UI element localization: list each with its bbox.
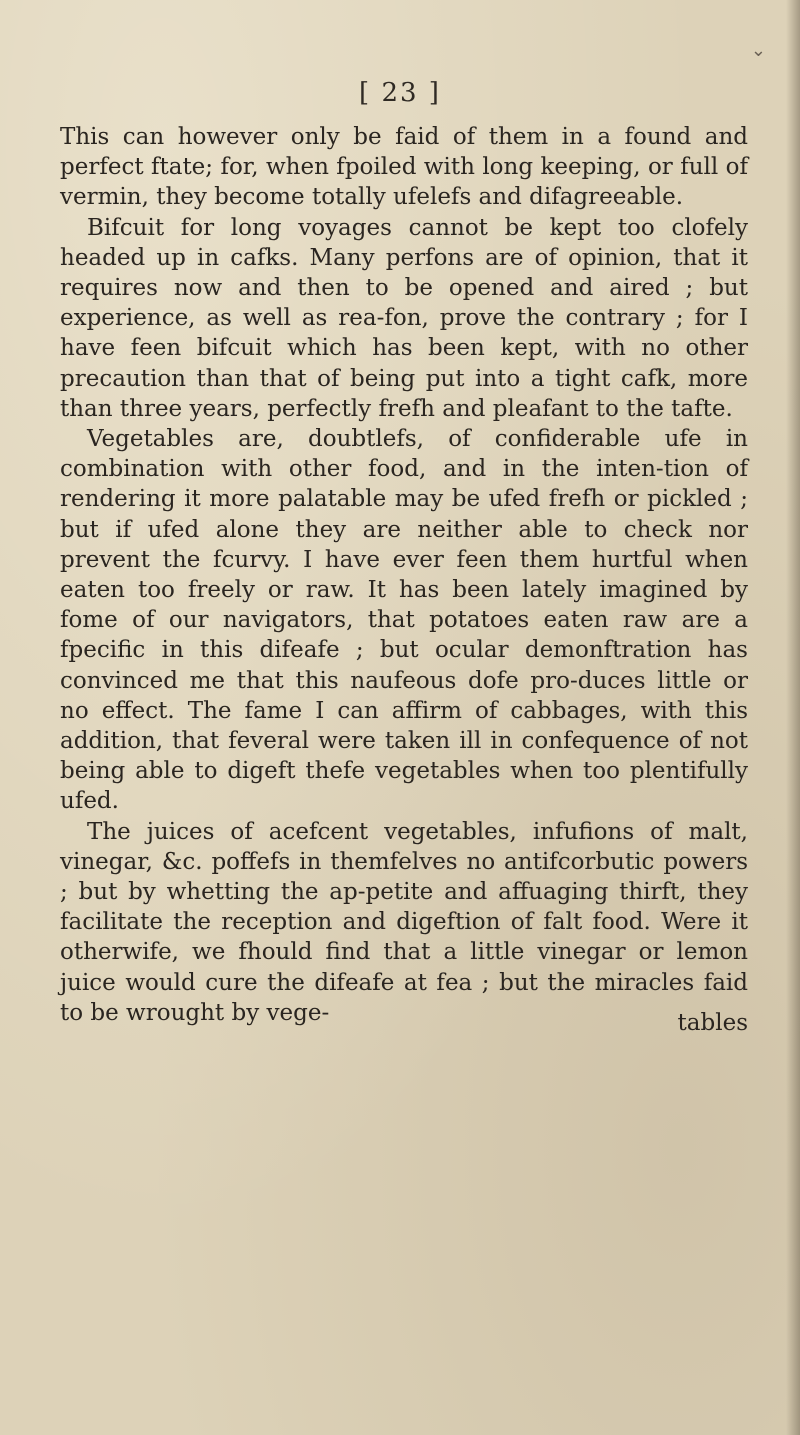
body-text [60, 122, 748, 1028]
page-number-header: [ 23 ] [359, 78, 441, 108]
page-corner-mark: ⌄ [750, 40, 766, 61]
paragraph-1: This can however only be faid of them in a found and perfect ftate; for, when fpoiled with long keeping, or full of vermin, they become totally ufelefs and difagreeable. [60, 124, 748, 211]
page-edge-shadow [786, 0, 800, 1435]
paragraph-3: Vegetables are, doubtlefs, of confiderable ufe in combination with other food, and in the inten-tion of rendering it more palatable may be ufed frefh or pickled ; but if ufed alone they are neither able to check nor prevent the fcurvy. I have ever feen them hurtful when eaten too freely or raw. It has been lately imagined by fome of our navigators, that potatoes eaten raw are a fpecific in this difeafe ; but ocular demonftration has convinced me that this naufeous dofe pro-duces little or no effect. The fame I can affirm of cabbages, with this addition, that feveral were taken ill in confequence of not being able to digeft thefe vegetables when too plentifully ufed. [60, 426, 748, 815]
paragraph-4: The juices of acefcent vegetables, infufions of malt, vinegar, &c. poffefs in themfelves no antifcorbutic powers ; but by whetting the ap-petite and affuaging thirft, they facilitate the reception and digeftion of falt food. Were it otherwife, we fhould find that a little vinegar or lemon juice would cure the difeafe at fea ; but the miracles faid to be wrought by vege- [60, 818, 748, 1026]
catchword: tables [677, 1010, 748, 1036]
paragraph-2: Bifcuit for long voyages cannot be kept too clofely headed up in cafks. Many perfons are of opinion, that it requires now and then to be opened and aired ; but experience, as well as rea-fon, prove the contrary ; for I have feen bifcuit which has been kept, with no other precaution than that of being put into a tight cafk, more than three years, perfectly frefh and pleafant to the tafte. [60, 214, 748, 422]
